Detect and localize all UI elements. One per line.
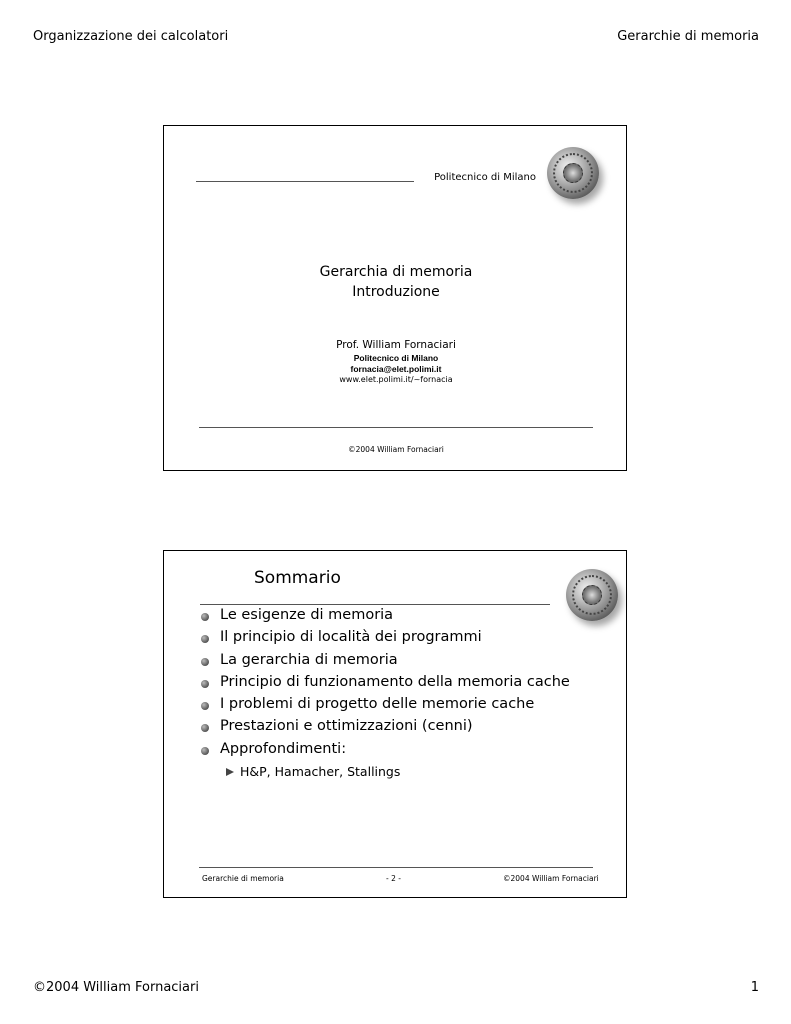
slide-summary — [163, 550, 627, 898]
page-header-course: Organizzazione dei calcolatori — [33, 29, 229, 44]
bullet-icon — [201, 635, 209, 643]
slide-heading: Sommario — [254, 568, 341, 588]
university-seal-icon — [566, 569, 618, 621]
slide-footer-topic: Gerarchie di memoria — [202, 874, 284, 883]
sub-list-item: H&P, Hamacher, Stallings — [226, 764, 400, 779]
page-number: 1 — [750, 980, 759, 995]
author-email: fornacia@elet.polimi.it — [350, 364, 442, 374]
list-item: La gerarchia di memoria — [200, 652, 570, 674]
university-seal-icon — [547, 147, 599, 199]
slide-footer-number: - 2 - — [386, 874, 401, 883]
list-item: I problemi di progetto delle memorie cache — [200, 696, 570, 718]
list-item: Le esigenze di memoria — [200, 607, 570, 629]
summary-list — [200, 607, 570, 763]
slide-title — [163, 125, 627, 471]
list-item: Il principio di località dei programmi — [200, 629, 570, 651]
sub-bullet-arrow-icon — [226, 768, 234, 776]
slide-footer-copyright: ©2004 William Fornaciari — [503, 874, 599, 883]
bullet-icon — [201, 702, 209, 710]
title-rule — [196, 181, 414, 182]
footer-rule — [199, 867, 593, 868]
page-footer-copyright: ©2004 William Fornaciari — [33, 980, 199, 995]
footer-rule — [199, 427, 593, 428]
author-website: www.elet.polimi.it/~fornacia — [339, 375, 453, 384]
slide-title-main: Gerarchia di memoria — [319, 264, 473, 280]
slide-copyright: ©2004 William Fornaciari — [348, 445, 444, 454]
bullet-icon — [201, 613, 209, 621]
bullet-icon — [201, 724, 209, 732]
list-item: Approfondimenti: — [200, 741, 570, 763]
heading-rule — [200, 604, 550, 605]
slide-title-sub: Introduzione — [352, 284, 440, 300]
bullet-icon — [201, 680, 209, 688]
author-name: Prof. William Fornaciari — [336, 339, 456, 351]
institution-label: Politecnico di Milano — [434, 172, 536, 183]
author-affiliation: Politecnico di Milano — [353, 353, 439, 363]
bullet-icon — [201, 658, 209, 666]
page-header-topic: Gerarchie di memoria — [617, 29, 759, 44]
bullet-icon — [201, 747, 209, 755]
list-item: Prestazioni e ottimizzazioni (cenni) — [200, 718, 570, 740]
list-item: Principio di funzionamento della memoria cache — [200, 674, 570, 696]
